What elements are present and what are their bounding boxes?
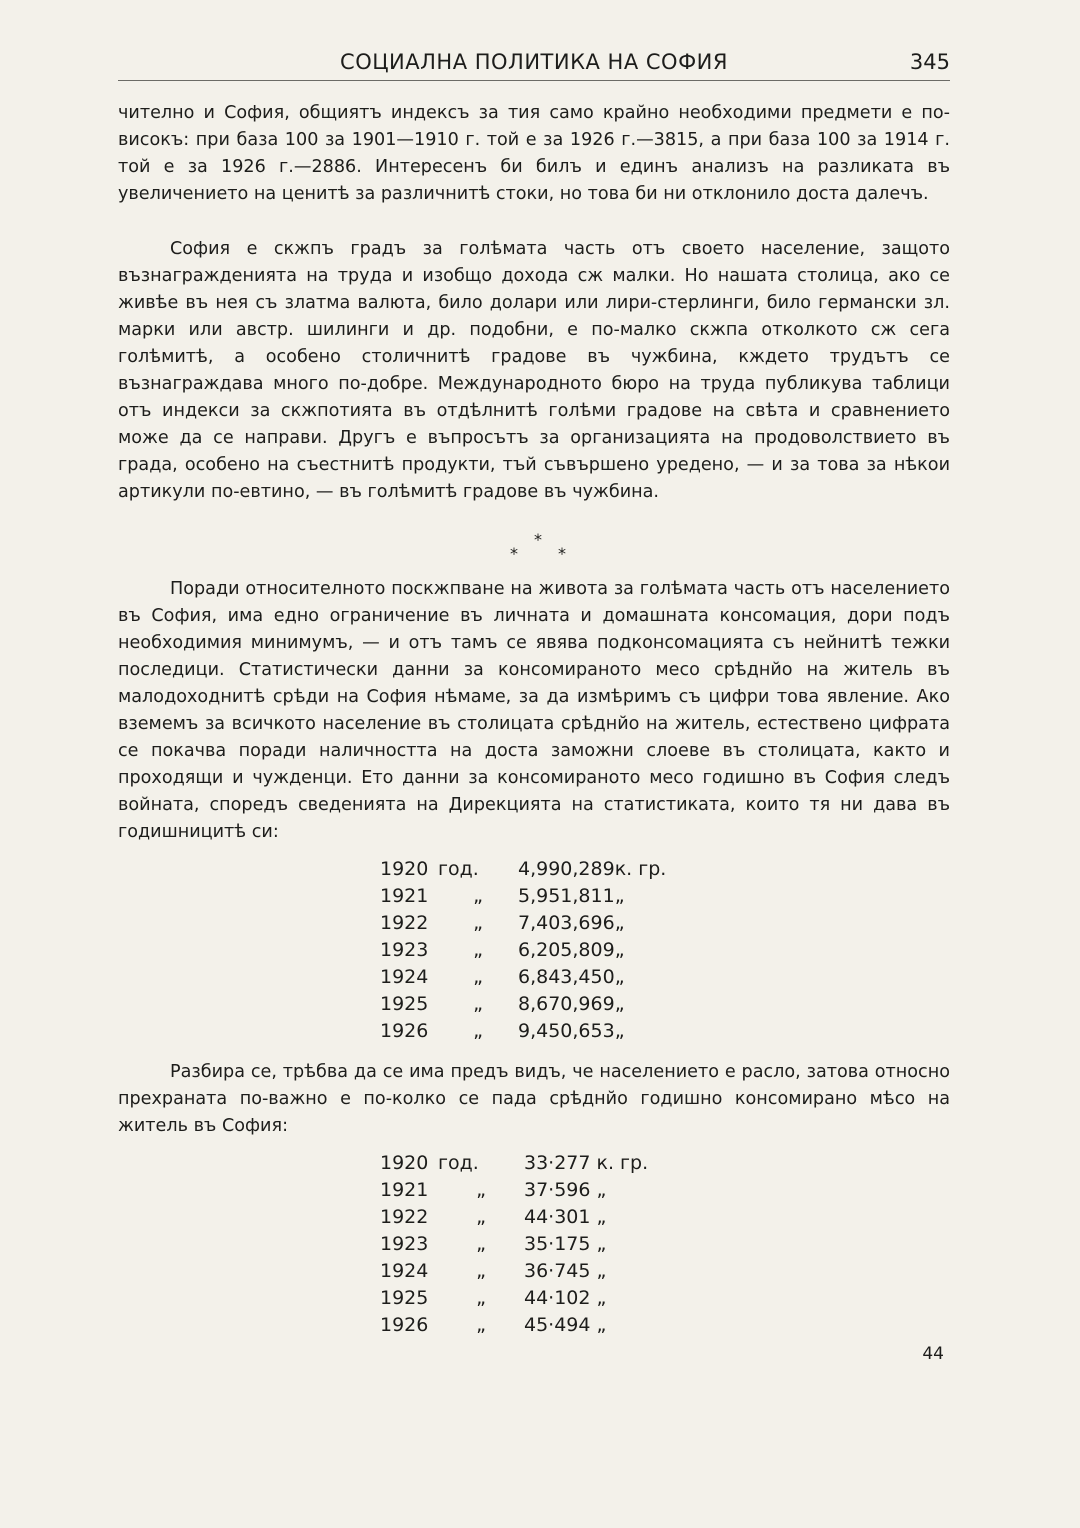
- running-header: [118, 48, 950, 81]
- table-row: 1923 „ 6,205,809 „: [380, 939, 625, 961]
- table-row: 1920 год. 33·277 к. гр.: [380, 1152, 649, 1174]
- meat-consumption-total-table: [380, 856, 685, 1045]
- paragraph-consumption: Поради относителното поскжпване на живота за голѣмата часть отъ населението въ София, има едно ограничение въ личната и домашната консомация, дори подъ необходимия минимумъ, — и отъ тамъ се явява подконсомацията съ нейнитѣ тежки последици. Статистически данни за консомираното месо срѣднйо на житель въ малодоходнитѣ срѣди на София нѣмаме, за да измѣримъ съ цифри това явление. Ако вземемъ за всичкото население въ столицата срѣднйо на житель, естествено цифрата се покачва поради наличността на доста заможни слоеве въ столицата, както и проходящи и чужденци. Ето данни за консомираното месо годишно въ София следъ войната, споредъ сведенията на Дирекцията на статистиката, които тя ни дава въ годишницитѣ си:: [118, 579, 950, 842]
- signature-number: 44: [922, 1344, 944, 1364]
- paragraph-sofia-cost: София е скжпъ градъ за голѣмата часть отъ своето население, защото възнагражденията на труда и изобщо дохода сж малки. Но нашата столица, ако се живѣе въ нея съ златма валюта, било долари или лири-стерлинги, било германски зл. марки или австр. шилинги и др. подобни, е по-малко скжпа отколкото сж сега голѣмитѣ, а особено столичнитѣ градове въ чужбина, кждето трудътъ се възнаграждава много по-добре. Международното бюро на труда публикува таблици отъ индекси за скжпотията въ отдѣлнитѣ голѣми градове на свѣта и сравнението може да се направи. Другъ е въпросътъ за организацията на продоволствието въ града, особено на съестнитѣ продукти, тъй съвършено уредено, — и за това за нѣкои артикули по-евтино, — въ голѣмитѣ градове въ чужбина.: [118, 239, 950, 502]
- table-row: 1921 „ 5,951,811 „: [380, 885, 625, 907]
- table-row: 1926 „ 9,450,653 „: [380, 1020, 625, 1042]
- page-number: 345: [909, 50, 950, 74]
- table-row: 1925 „ 8,670,969 „: [380, 993, 625, 1015]
- separator-star: *: [558, 544, 566, 563]
- separator-star: *: [510, 544, 518, 563]
- table-row: 1922 „ 44·301 „: [380, 1206, 607, 1228]
- table-row: 1922 „ 7,403,696 „: [380, 912, 625, 934]
- meat-consumption-per-capita-table: [380, 1150, 666, 1339]
- table-row: 1923 „ 35·175 „: [380, 1233, 607, 1255]
- table-row: 1921 „ 37·596 „: [380, 1179, 607, 1201]
- table-row: 1924 „ 6,843,450 „: [380, 966, 625, 988]
- paragraph-per-capita: Разбира се, трѣбва да се има предъ видъ, че населението е расло, затова относно прехраната по-важно е по-колко се пада срѣднйо годишно консомирано мѣсо на житель въ София:: [118, 1062, 950, 1136]
- header-title: СОЦИАЛНА ПОЛИТИКА НА СОФИЯ: [340, 50, 728, 74]
- paragraph-continuation: чително и София, общиятъ индексъ за тия само крайно необходими предмети е по-високъ: при база 100 за 1901—1910 г. той е за 1926 г.—3815, а при база 100 за 1914 г. той е за 1926 г.—2886. Интересенъ би билъ и единъ анализъ на разликата въ увеличението на ценитѣ за различнитѣ стоки, но това би ни отклонило доста далечъ.: [118, 103, 950, 204]
- table-row: 1926 „ 45·494 „: [380, 1314, 607, 1336]
- table-row: 1924 „ 36·745 „: [380, 1260, 607, 1282]
- separator-star: *: [534, 530, 542, 549]
- table-row: 1920 год. 4,990,289 к. гр.: [380, 858, 667, 880]
- section-separator: [500, 530, 580, 570]
- table-row: 1925 „ 44·102 „: [380, 1287, 607, 1309]
